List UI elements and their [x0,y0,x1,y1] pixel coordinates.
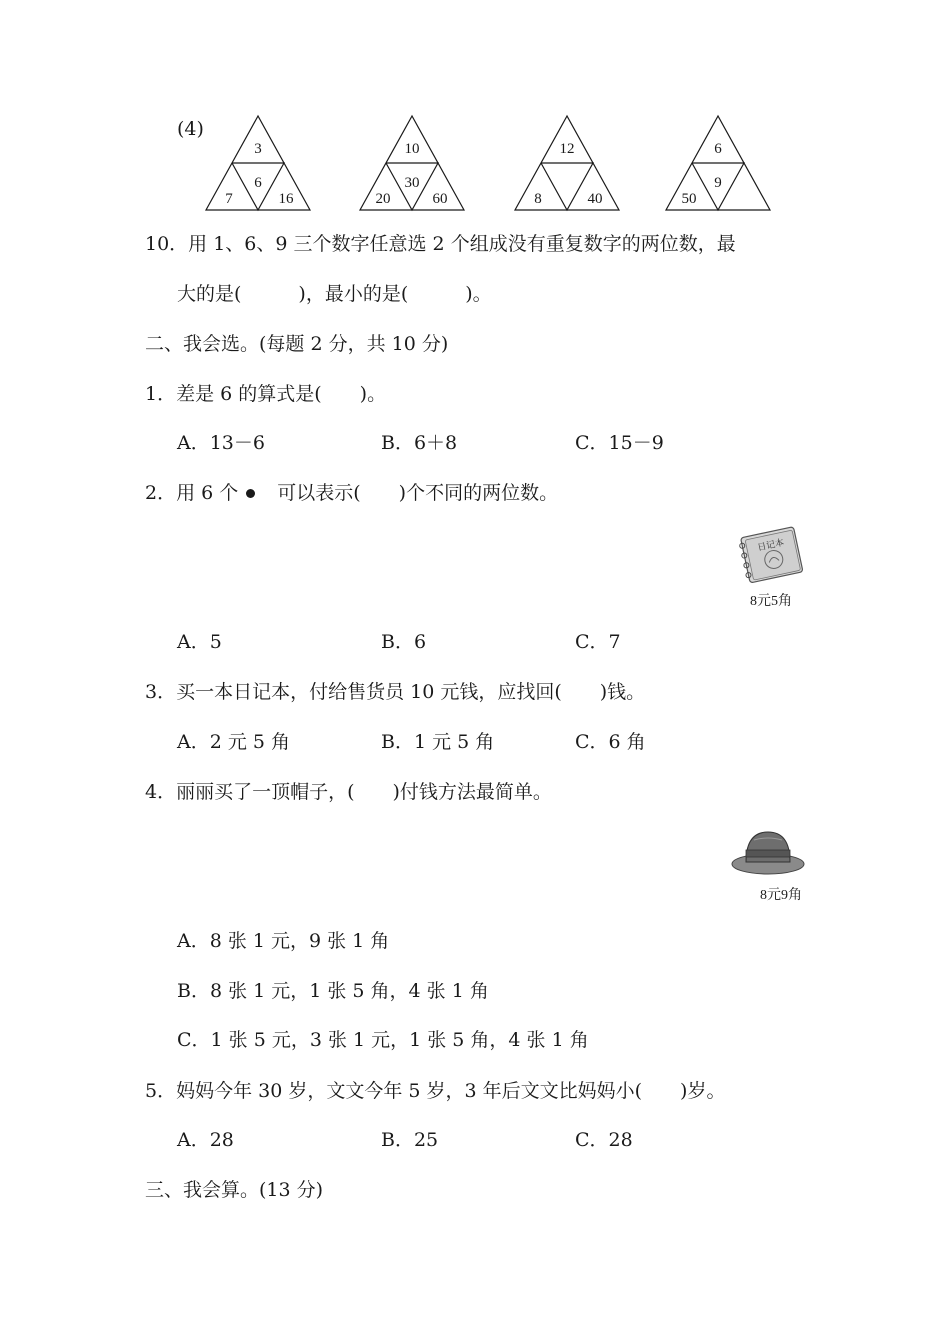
bead-icon [246,489,255,498]
section-2-title: 二、我会选。(每题 2 分，共 10 分) [145,333,449,355]
hat-image [730,826,806,883]
triangle-2-right: 60 [432,191,448,207]
notebook-cover-text: 日记本 [756,538,786,554]
q2-text-before: 2．用 6 个 [145,482,239,504]
triangle-2-top: 10 [404,141,420,157]
q2-option-b: B．6 [381,631,427,653]
q3-option-a: A．2 元 5 角 [177,731,291,753]
q5-option-b: B．25 [381,1129,439,1151]
triangle-4-left: 50 [681,191,697,207]
number-triangle-3 [513,114,621,212]
section-3-title: 三、我会算。(13 分) [145,1179,324,1201]
q3-option-b: B．1 元 5 角 [381,731,495,753]
triangle-1-top: 3 [254,141,262,157]
choice-question-5: 5．妈妈今年 30 岁，文文今年 5 岁，3 年后文文比妈妈小( )岁。 [145,1080,726,1102]
q3-option-c: C．6 角 [575,731,646,753]
q1-option-b: B．6＋8 [381,432,458,454]
q4-option-a: A．8 张 1 元，9 张 1 角 [177,930,390,952]
triangle-1-left: 7 [225,191,233,207]
q2-option-c: C．7 [575,631,621,653]
number-triangle-1 [204,114,312,212]
q4-option-b: B．8 张 1 元，1 张 5 角，4 张 1 角 [177,980,489,1002]
choice-question-1: 1．差是 6 的算式是( )。 [145,383,387,405]
number-triangle-2 [358,114,466,212]
q2-text-after: 可以表示( )个不同的两位数。 [277,482,559,504]
hat-price: 8元9角 [760,888,802,903]
q5-option-a: A．28 [177,1129,234,1151]
triangle-4-center: 9 [714,175,722,191]
notebook-image [735,524,807,591]
q5-option-c: C．28 [575,1129,633,1151]
triangle-1-right: 16 [278,191,294,207]
triangle-3-right: 40 [587,191,603,207]
triangle-4-top: 6 [714,141,722,157]
choice-question-2 [145,478,558,505]
q4-option-c: C．1 张 5 元，3 张 1 元，1 张 5 角，4 张 1 角 [177,1029,589,1051]
triangle-1-center: 6 [254,175,262,191]
q2-option-a: A．5 [177,631,222,653]
triangle-3-top: 12 [559,141,575,157]
choice-question-4: 4．丽丽买了一顶帽子，( )付钱方法最简单。 [145,781,552,803]
notebook-price: 8元5角 [750,594,792,609]
triangle-2-center: 30 [404,175,420,191]
question-9-4-label: (4) [177,118,204,140]
question-10-line-2: 大的是( )，最小的是( )。 [177,283,492,305]
q1-option-c: C．15－9 [575,432,664,454]
choice-question-3: 3．买一本日记本，付给售货员 10 元钱，应找回( )钱。 [145,681,646,703]
triangle-2-left: 20 [375,191,391,207]
number-triangle-4 [664,114,772,212]
q1-option-a: A．13－6 [177,432,265,454]
triangle-3-left: 8 [534,191,542,207]
question-10-line-1: 10．用 1、6、9 三个数字任意选 2 个组成没有重复数字的两位数，最 [145,233,736,255]
